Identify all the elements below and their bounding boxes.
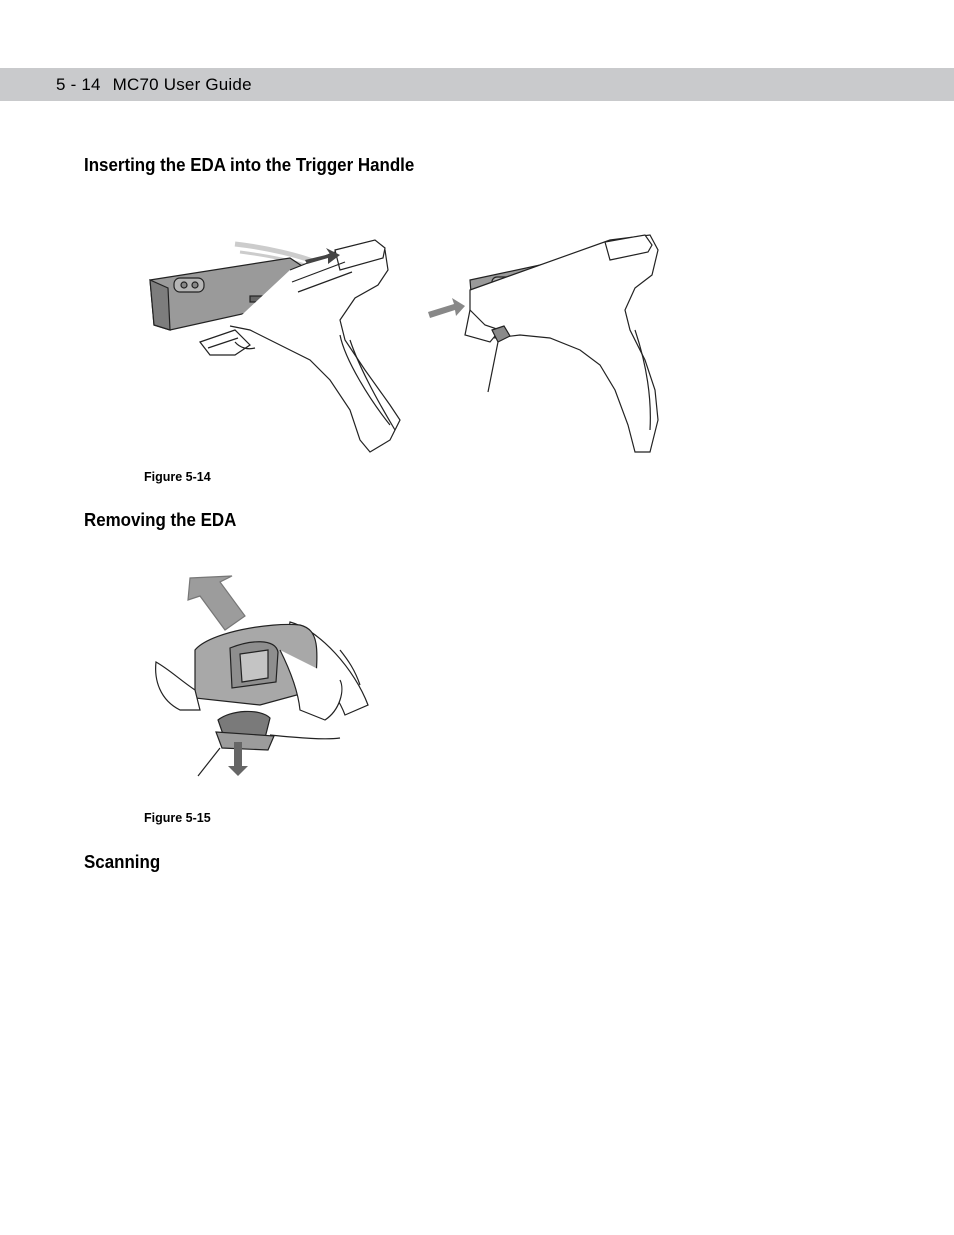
figure-caption-5-15: Figure 5-15 (144, 811, 211, 825)
left-handle-drawing (150, 240, 400, 452)
trigger-handle-illustration (140, 230, 670, 460)
document-title: MC70 User Guide (112, 75, 252, 94)
figure-removing-eda (150, 570, 380, 785)
figure-inserting-eda (140, 230, 670, 460)
section-title-removing: Removing the EDA (84, 510, 237, 530)
release-latch-illustration (150, 570, 380, 785)
page-number: 5 - 14 (56, 75, 101, 94)
figure-caption-5-14: Figure 5-14 (144, 470, 211, 484)
right-handle-drawing (428, 235, 658, 452)
section-title-inserting: Inserting the EDA into the Trigger Handle (84, 155, 415, 175)
running-header (56, 75, 252, 95)
section-title-scanning: Scanning (84, 852, 161, 872)
